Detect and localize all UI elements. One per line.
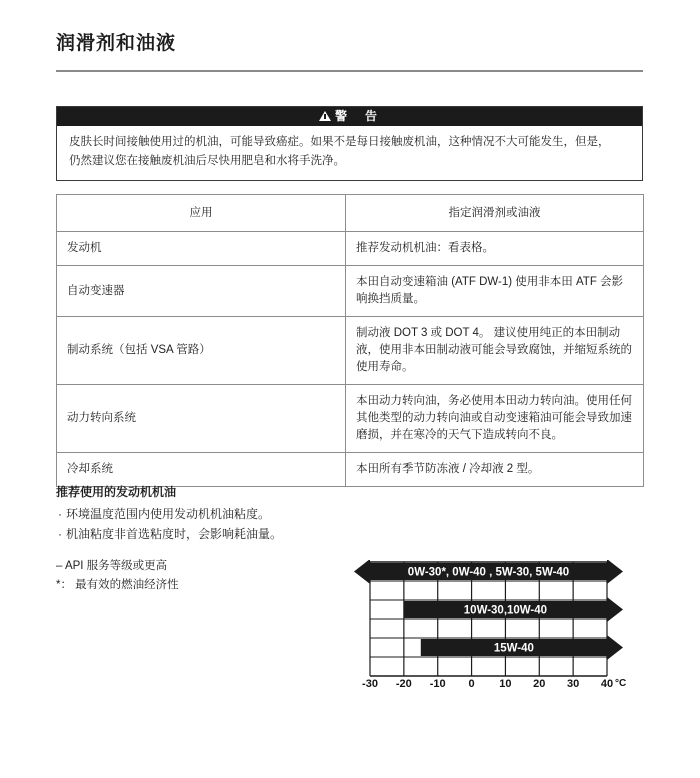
footnote-fuel-economy: *： 最有效的燃油经济性: [56, 579, 179, 591]
bullet-text: 环境温度范围内使用发动机机油粘度。: [66, 507, 271, 521]
table-header-row: [57, 195, 644, 232]
x-axis-tick-label: 10: [499, 678, 512, 690]
cell-application: 制动系统（包括 VSA 管路）: [57, 317, 346, 385]
viscosity-temperature-chart: [352, 560, 642, 700]
x-axis-tick-label: 40: [600, 678, 614, 690]
table-row: [57, 385, 644, 453]
cell-specification: 本田所有季节防冻液 / 冷却液 2 型。: [346, 453, 644, 487]
viscosity-bar-label: 0W-30*, 0W-40 , 5W-30, 5W-40: [407, 566, 570, 579]
x-axis-tick-label: -30: [362, 678, 378, 690]
viscosity-bar-label: 10W-30,10W-40: [463, 604, 548, 617]
cell-application: 发动机: [57, 232, 346, 266]
x-axis-unit-label: °C: [615, 678, 627, 689]
bullet-marker-icon: ·: [58, 507, 62, 521]
page-title: 润滑剂和油液: [56, 33, 177, 54]
warning-triangle-icon: [319, 111, 331, 121]
x-axis-tick-label: 30: [567, 678, 580, 690]
viscosity-bar-label: 15W-40: [493, 642, 534, 655]
cell-specification: 推荐发动机机油：看表格。: [346, 232, 644, 266]
cell-application: 动力转向系统: [57, 385, 346, 453]
x-axis-tick-label: -10: [429, 678, 446, 690]
bullet-text: 机油粘度非首选粘度时，会影响耗油量。: [66, 527, 283, 541]
cell-specification: 本田动力转向油，务必使用本田动力转向油。使用任何其他类型的动力转向油或自动变速箱油可能会导致加速磨损，并在寒冷的天气下造成转向不良。: [346, 385, 644, 453]
chart-x-axis: [352, 678, 642, 694]
title-divider: [56, 70, 643, 72]
recommended-oil-bullet: [56, 524, 282, 544]
column-header-specification: 指定润滑剂或油液: [346, 195, 644, 232]
cell-specification: 制动液 DOT 3 或 DOT 4。 建议使用纯正的本田制动液，使用非本田制动液可能会导致腐蚀，并缩短系统的使用寿命。: [346, 317, 644, 385]
footnote-api-grade: – API 服务等级或更高: [56, 560, 168, 572]
warning-header: [57, 107, 642, 126]
footnotes-block: [56, 557, 179, 595]
warning-line: 仍然建议您在接触废机油后尽快用肥皂和水将手洗净。: [69, 155, 345, 167]
recommended-oil-section: [56, 483, 282, 544]
table-row: [57, 266, 644, 317]
lubricants-spec-table: [56, 194, 644, 487]
x-axis-tick-label: 20: [533, 678, 546, 690]
warning-body: [57, 126, 642, 180]
recommended-oil-heading: 推荐使用的发动机机油: [56, 485, 177, 499]
table-row: [57, 453, 644, 487]
recommended-oil-bullet: [56, 504, 282, 524]
cell-specification: 本田自动变速箱油 (ATF DW-1) 使用非本田 ATF 会影响换挡质量。: [346, 266, 644, 317]
table-row: [57, 317, 644, 385]
column-header-application: 应用: [57, 195, 346, 232]
table-row: [57, 232, 644, 266]
bullet-marker-icon: ·: [58, 527, 62, 541]
warning-callout: [56, 106, 643, 181]
warning-line: 皮肤长时间接触使用过的机油，可能导致癌症。如果不是每日接触废机油，这种情况不大可能发生，但是，: [69, 136, 610, 148]
cell-application: 自动变速器: [57, 266, 346, 317]
x-axis-tick-label: 0: [468, 678, 475, 690]
cell-application: 冷却系统: [57, 453, 346, 487]
warning-header-label: 警 告: [334, 109, 380, 123]
x-axis-tick-label: -20: [395, 678, 412, 690]
viscosity-chart-svg: [352, 560, 642, 680]
